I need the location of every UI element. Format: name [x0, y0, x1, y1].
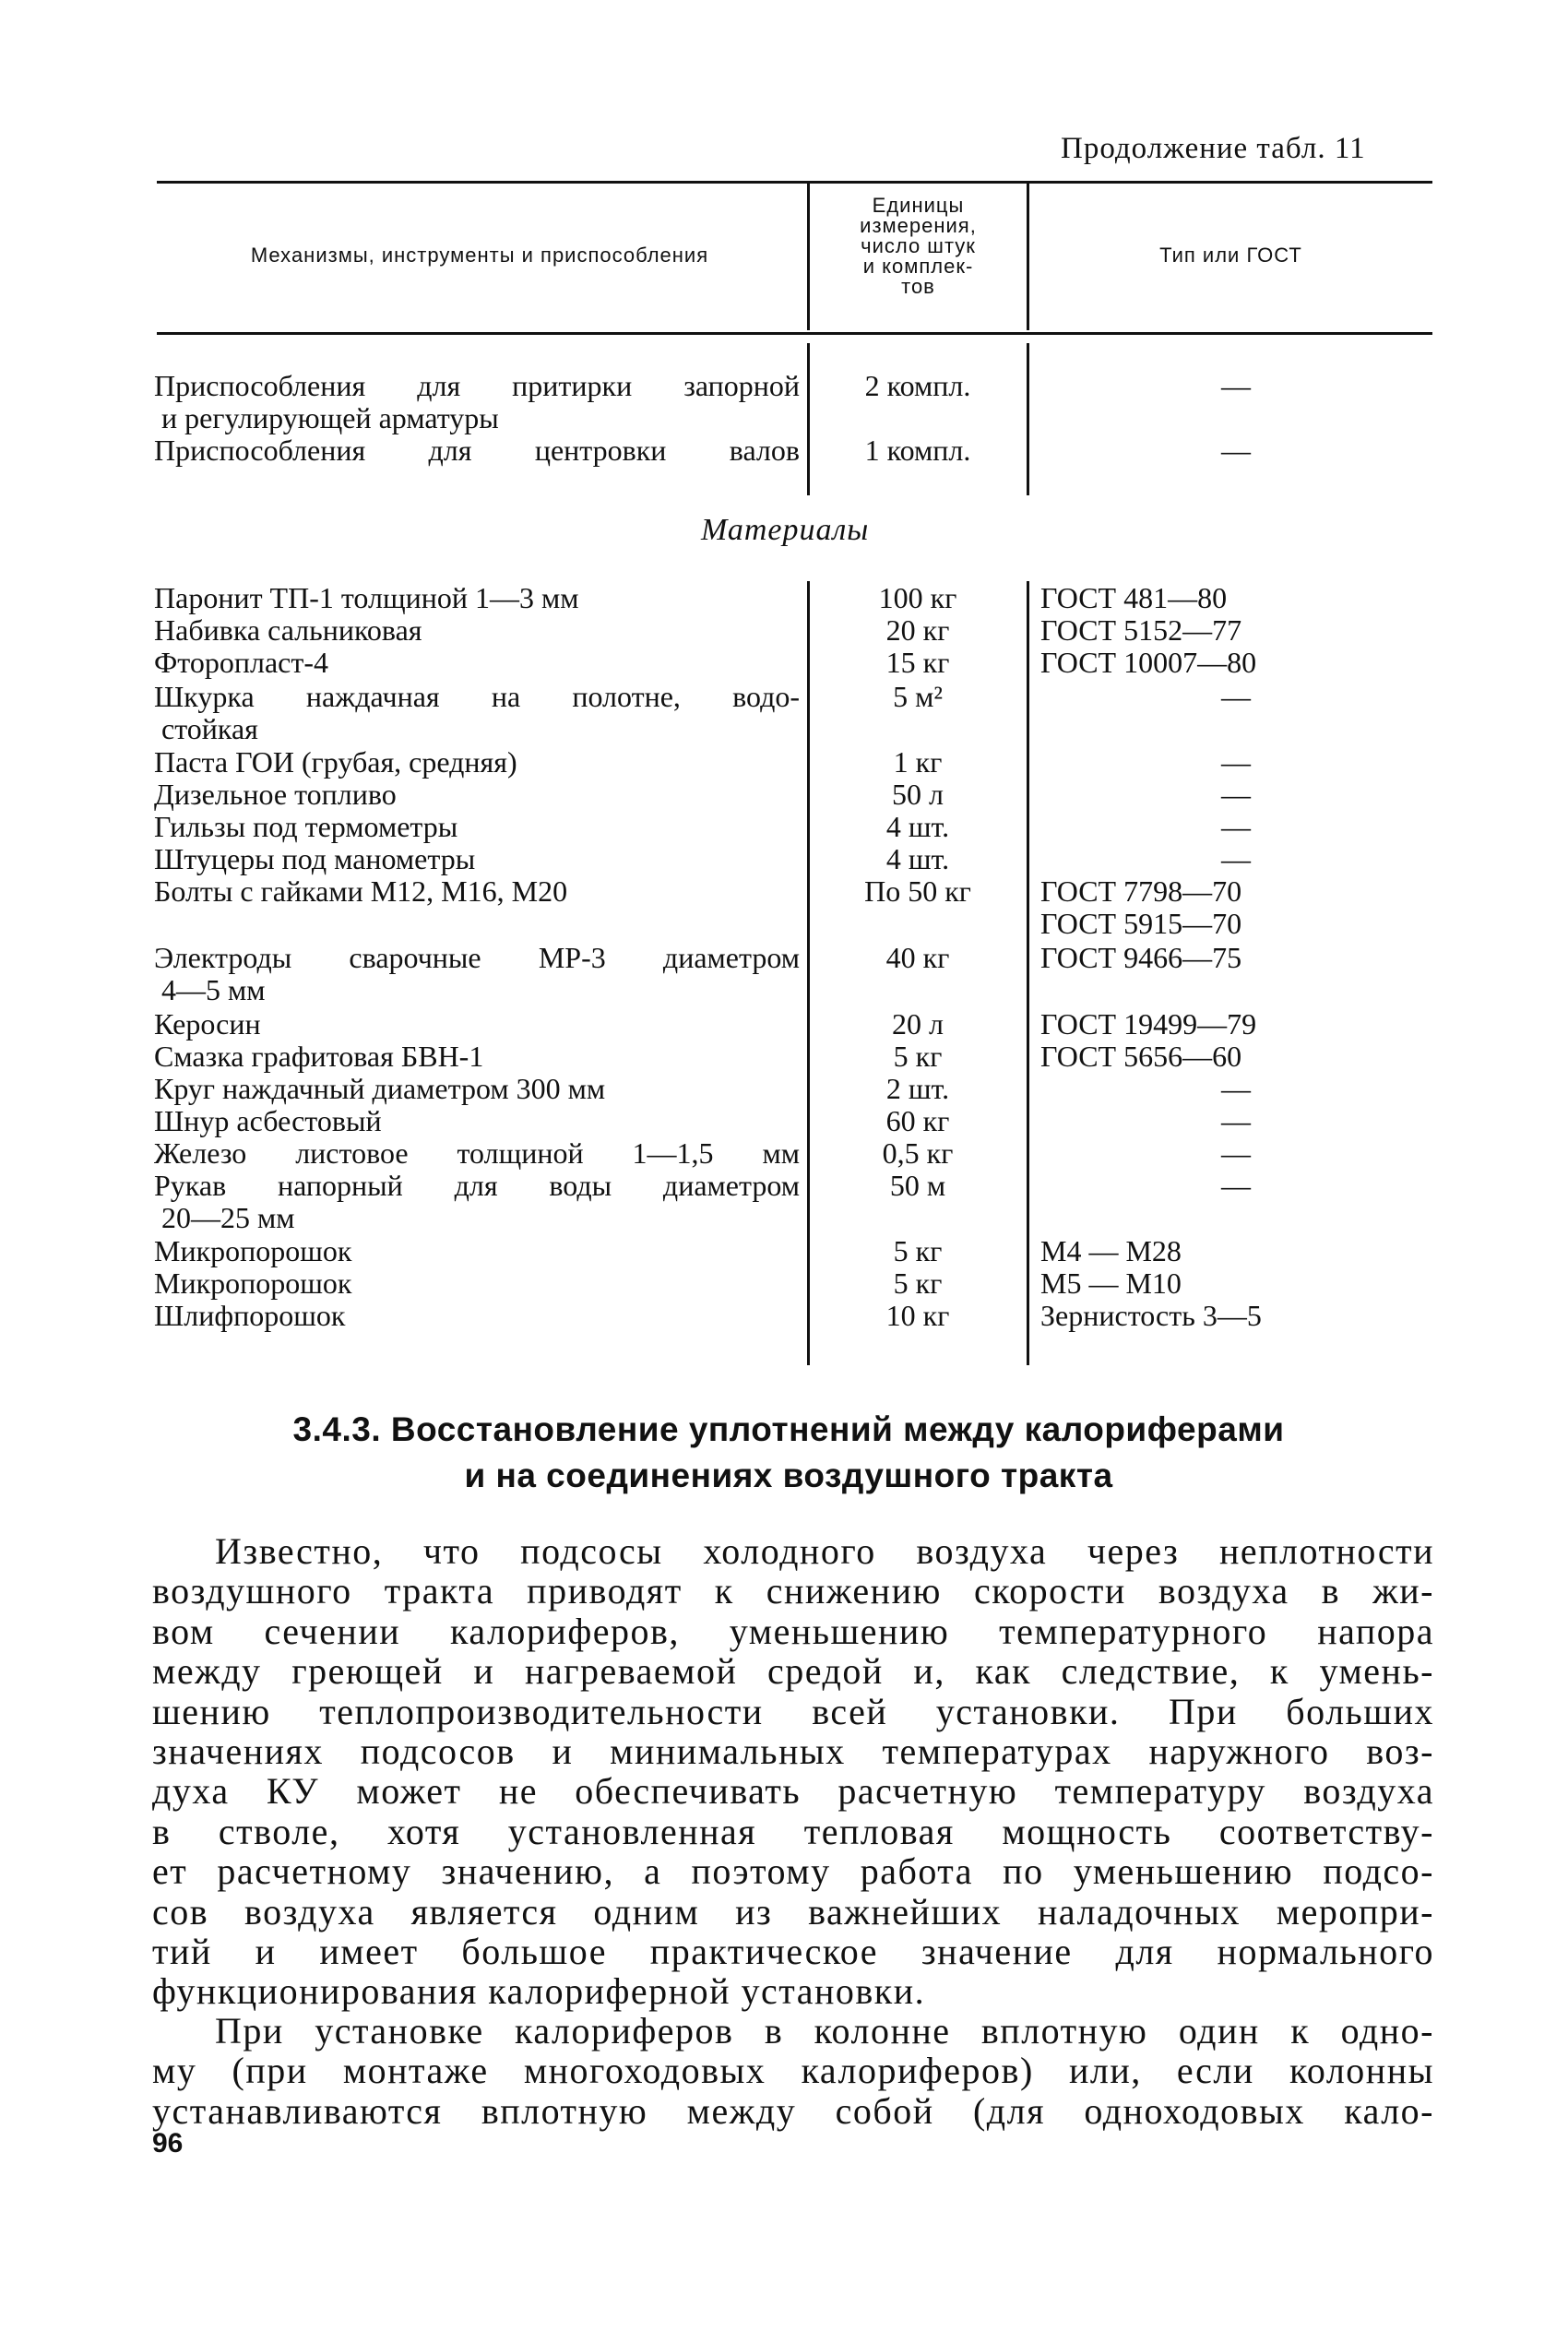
- section-heading-line1: 3.4.3. Восстановление уплотнений между калориферами: [292, 1410, 1285, 1448]
- row-gost: —: [1221, 778, 1251, 811]
- row-name: Шлифпорошок: [154, 1299, 346, 1332]
- row-qty: 4 шт.: [885, 810, 950, 843]
- row-name-cont: стойкая: [161, 712, 258, 745]
- paragraph-line: функционирования калориферной установки.: [152, 1970, 926, 2013]
- row-name: Гильзы под термометры: [154, 810, 458, 843]
- row-gost: ГОСТ 7798—70: [1040, 874, 1242, 908]
- row-gost: —: [1221, 680, 1251, 713]
- row-qty: 5 кг: [893, 1040, 943, 1073]
- row-name-cont: 4—5 мм: [161, 973, 266, 1006]
- row-qty: 5 кг: [893, 1267, 943, 1300]
- paragraph-line: ет расчетному значению, а поэтому работа по уменьшению подсо-: [152, 1850, 1434, 1893]
- row-gost: ГОСТ 5656—60: [1040, 1040, 1242, 1073]
- row-name: Дизельное топливо: [154, 778, 397, 811]
- row-qty: 100 кг: [878, 581, 957, 614]
- paragraph-line: тий и имеет большое практическое значение для нормального: [152, 1931, 1434, 1973]
- row-name: Круг наждачный диаметром 300 мм: [154, 1072, 606, 1105]
- paragraph-line: Известно, что подсосы холодного воздуха через неплотности: [215, 1530, 1434, 1572]
- header-units: Единицы измерения, число штук и комплек- тов: [860, 194, 977, 298]
- row-gost: —: [1221, 745, 1251, 779]
- page-number: 96: [152, 2128, 184, 2159]
- row-gost: ГОСТ 5152—77: [1040, 613, 1242, 647]
- row-name: Штуцеры под манометры: [154, 842, 476, 875]
- table-header-rule: [157, 332, 1432, 335]
- paragraph-line: шению теплопроизводительности всей установки. При больших: [152, 1690, 1434, 1732]
- paragraph-line: духа КУ может не обеспечивать расчетную температуру воздуха: [152, 1770, 1434, 1813]
- row-name: Болты с гайками М12, М16, М20: [154, 874, 568, 908]
- row-name: Рукав напорный для воды диаметром: [154, 1169, 800, 1202]
- row-name: Фторопласт-4: [154, 646, 328, 679]
- body-col-divider: [807, 343, 810, 495]
- row-gost: —: [1221, 1136, 1251, 1170]
- row-qty: 20 кг: [885, 613, 950, 647]
- table-row: [154, 369, 800, 402]
- header-mechanisms: Механизмы, инструменты и приспособления: [250, 244, 709, 267]
- row-gost: ГОСТ 19499—79: [1040, 1007, 1257, 1041]
- row-name: Электроды сварочные МР-3 диаметром: [154, 941, 800, 974]
- row-name-cont: 20—25 мм: [161, 1201, 295, 1234]
- row-qty: 50 л: [892, 778, 944, 811]
- paragraph-line: в стволе, хотя установленная тепловая мощность соответству-: [152, 1810, 1434, 1852]
- row-qty: 40 кг: [885, 941, 950, 974]
- row-gost: —: [1221, 842, 1251, 875]
- paragraph-line: воздушного тракта приводят к снижению скорости воздуха в жи-: [152, 1570, 1434, 1612]
- section-label-materials: Материалы: [701, 513, 870, 547]
- row-name: Железо листовое толщиной 1—1,5 мм: [154, 1136, 800, 1170]
- row-qty: 20 л: [892, 1007, 944, 1041]
- row-gost: —: [1221, 1104, 1251, 1137]
- row-gost: —: [1221, 434, 1251, 467]
- row-qty: 4 шт.: [885, 842, 950, 875]
- row-name: Шнур асбестовый: [154, 1104, 382, 1137]
- header-type-gost: Тип или ГОСТ: [1159, 244, 1302, 267]
- paragraph-line: сов воздуха является одним из важнейших наладочных меропри-: [152, 1890, 1434, 1933]
- row-name: Приспособления для центровки валов: [154, 434, 800, 467]
- row-qty: 0,5 кг: [882, 1136, 954, 1170]
- row-name: Смазка графитовая БВН-1: [154, 1040, 484, 1073]
- body-col-divider: [807, 581, 810, 1365]
- row-gost: М5 — М10: [1040, 1267, 1182, 1300]
- table-caption: Продолжение табл. 11: [1061, 132, 1366, 165]
- row-gost: —: [1221, 810, 1251, 843]
- table-top-rule: [157, 181, 1432, 184]
- table-row: [154, 434, 800, 467]
- body-paragraph: [152, 1531, 1434, 2012]
- row-name: Микропорошок: [154, 1234, 352, 1267]
- row-gost: —: [1221, 369, 1251, 402]
- row-name: Керосин: [154, 1007, 261, 1041]
- row-gost-secondary: ГОСТ 5915—70: [1040, 907, 1242, 940]
- row-qty: 1 кг: [893, 745, 943, 779]
- row-name-cont: и регулирующей арматуры: [161, 401, 499, 434]
- row-gost: ГОСТ 10007—80: [1040, 646, 1257, 679]
- row-gost: ГОСТ 481—80: [1040, 581, 1228, 614]
- row-qty: По 50 кг: [864, 874, 971, 908]
- paragraph-line: устанавливаются вплотную между собой (для одноходовых кало-: [152, 2089, 1434, 2132]
- row-gost: ГОСТ 9466—75: [1040, 941, 1242, 974]
- row-name: Шкурка наждачная на полотне, водо-: [154, 680, 800, 713]
- body-col-divider: [1027, 343, 1029, 495]
- row-qty: 2 шт.: [885, 1072, 950, 1105]
- row-gost: Зернистость 3—5: [1040, 1299, 1262, 1332]
- paragraph-line: значениях подсосов и минимальных температурах наружного воз-: [152, 1730, 1434, 1773]
- paragraph-line: вом сечении калориферов, уменьшению температурного напора: [152, 1610, 1434, 1652]
- body-paragraph: [152, 2011, 1434, 2131]
- body-col-divider: [1027, 581, 1029, 1365]
- paragraph-line: между греющей и нагреваемой средой и, как следствие, к умень-: [152, 1650, 1434, 1693]
- row-gost: М4 — М28: [1040, 1234, 1182, 1267]
- row-qty: 5 м²: [893, 680, 943, 713]
- row-qty: 10 кг: [885, 1299, 950, 1332]
- row-gost: —: [1221, 1072, 1251, 1105]
- row-qty: 2 компл.: [864, 369, 971, 402]
- paragraph-line: му (при монтаже многоходовых калориферов) или, если колонны: [152, 2050, 1434, 2092]
- section-heading-line2: и на соединениях воздушного тракта: [464, 1457, 1113, 1494]
- paragraph-line: При установке калориферов в колонне вплотную один к одно-: [215, 2010, 1434, 2052]
- row-name: Приспособления для притирки запорной: [154, 369, 800, 402]
- row-qty: 50 м: [889, 1169, 946, 1202]
- row-name: Паронит ТП-1 толщиной 1—3 мм: [154, 581, 579, 614]
- row-qty: 5 кг: [893, 1234, 943, 1267]
- row-qty: 60 кг: [885, 1104, 950, 1137]
- row-name: Паста ГОИ (грубая, средняя): [154, 745, 517, 779]
- row-gost: —: [1221, 1169, 1251, 1202]
- row-qty: 15 кг: [885, 646, 950, 679]
- row-qty: 1 компл.: [864, 434, 971, 467]
- row-name: Микропорошок: [154, 1267, 352, 1300]
- row-name: Набивка сальниковая: [154, 613, 422, 647]
